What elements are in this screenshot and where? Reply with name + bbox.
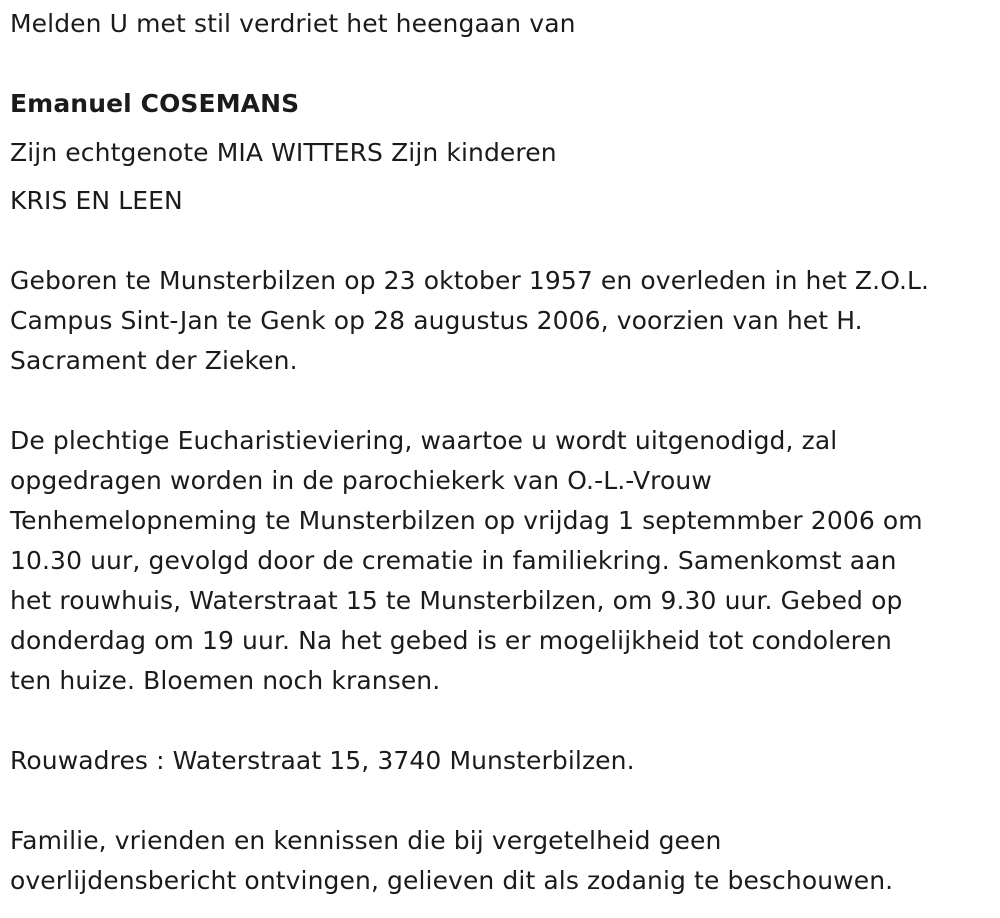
ceremony-line-7: ten huize. Bloemen noch kransen.	[10, 666, 441, 695]
birth-death-line-3: Sacrament der Zieken.	[10, 346, 298, 375]
deceased-name: Emanuel COSEMANS	[10, 89, 300, 118]
family-line-2: KRIS EN LEEN	[10, 186, 183, 215]
ceremony-line-1: De plechtige Eucharistieviering, waartoe u wordt uitgenodigd, zal	[10, 426, 838, 455]
ceremony-line-6: donderdag om 19 uur. Na het gebed is er mogelijkheid tot condoleren	[10, 626, 892, 655]
ceremony-line-2: opgedragen worden in de parochiekerk van O.-L.-Vrouw	[10, 466, 712, 495]
birth-death-line-1: Geboren te Munsterbilzen op 23 oktober 1957 en overleden in het Z.O.L.	[10, 266, 930, 295]
ceremony-line-4: 10.30 uur, gevolgd door de crematie in familiekring. Samenkomst aan	[10, 546, 897, 575]
ceremony-line-3: Tenhemelopneming te Munsterbilzen op vrijdag 1 septemmber 2006 om	[10, 506, 923, 535]
notice-line-2: overlijdensbericht ontvingen, gelieven dit als zodanig te beschouwen.	[10, 866, 894, 895]
family-line-1: Zijn echtgenote MIA WITTERS Zijn kinderen	[10, 138, 557, 167]
funeral-address: Rouwadres : Waterstraat 15, 3740 Munsterbilzen.	[10, 746, 635, 775]
notice-line-1: Familie, vrienden en kennissen die bij vergetelheid geen	[10, 826, 722, 855]
ceremony-line-5: het rouwhuis, Waterstraat 15 te Munsterbilzen, om 9.30 uur. Gebed op	[10, 586, 903, 615]
birth-death-line-2: Campus Sint-Jan te Genk op 28 augustus 2006, voorzien van het H.	[10, 306, 863, 335]
intro-text: Melden U met stil verdriet het heengaan van	[10, 9, 576, 38]
